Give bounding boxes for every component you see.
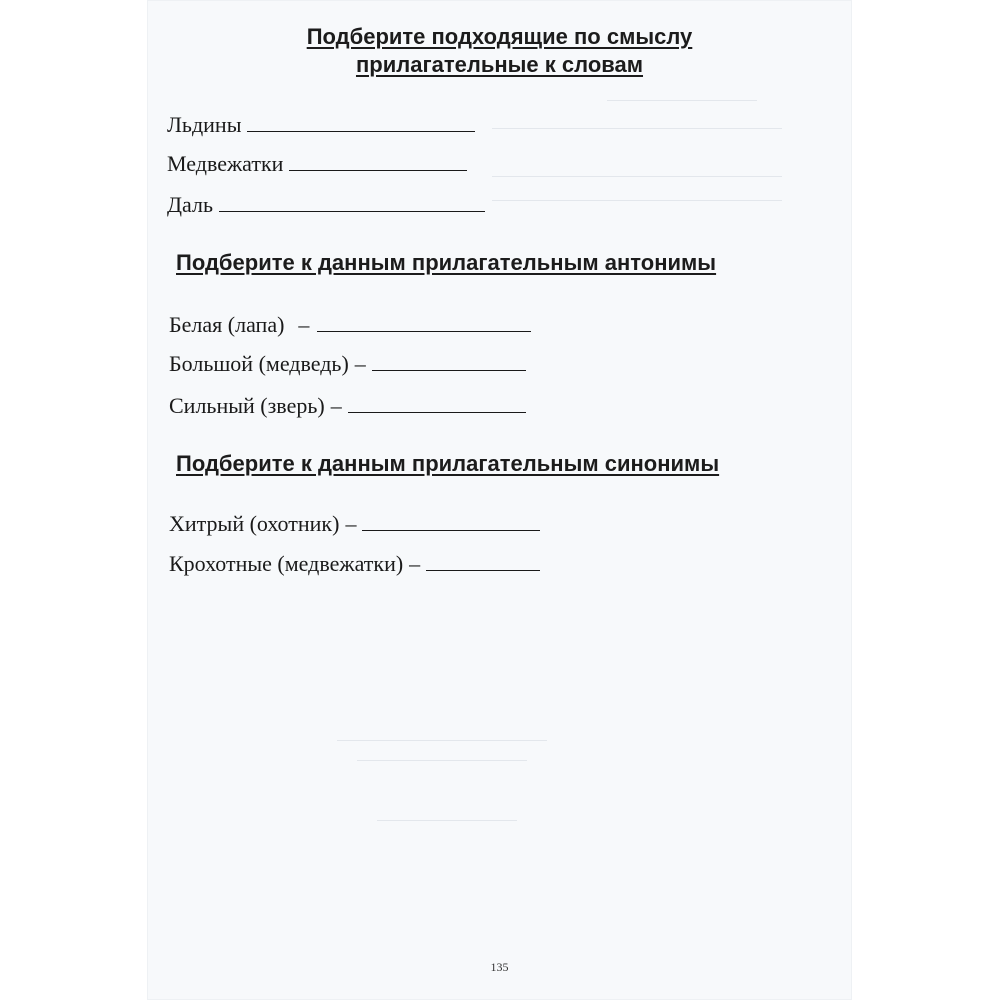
page-number: 135 bbox=[490, 960, 509, 974]
row-dash: – bbox=[409, 551, 421, 576]
answer-blank[interactable] bbox=[289, 152, 467, 171]
section2-row-belaya bbox=[169, 312, 531, 342]
bleed-through-line bbox=[492, 128, 782, 129]
section2-row-silny bbox=[169, 393, 526, 423]
section1-row-ldiny bbox=[167, 112, 475, 142]
section3-title: Подберите к данным прилагательным синонимы bbox=[176, 451, 720, 476]
answer-blank[interactable] bbox=[426, 552, 540, 571]
row-dash: – bbox=[354, 351, 366, 376]
bleed-through-line bbox=[492, 176, 782, 177]
answer-blank[interactable] bbox=[219, 193, 485, 212]
row-word: Льдины bbox=[167, 112, 242, 137]
row-word: Медвежатки bbox=[167, 151, 284, 176]
row-word: Хитрый (охотник) bbox=[169, 511, 340, 536]
row-word: Сильный (зверь) bbox=[169, 393, 325, 418]
worksheet-page bbox=[147, 0, 852, 1000]
bleed-through-line bbox=[337, 740, 547, 741]
section1-title-line1: Подберите подходящие по смыслу bbox=[306, 24, 693, 49]
answer-blank[interactable] bbox=[372, 352, 526, 371]
section1-row-dal bbox=[167, 192, 485, 222]
section1-row-medvezhatki bbox=[167, 151, 467, 181]
answer-blank[interactable] bbox=[317, 313, 531, 332]
answer-blank[interactable] bbox=[362, 512, 540, 531]
row-word: Белая (лапа) bbox=[169, 312, 285, 337]
section3-row-krokhotnye bbox=[169, 551, 540, 581]
row-word: Большой (медведь) bbox=[169, 351, 349, 376]
section2-title: Подберите к данным прилагательным антонимы bbox=[176, 250, 717, 275]
answer-blank[interactable] bbox=[247, 113, 475, 132]
row-dash: – bbox=[330, 393, 342, 418]
answer-blank[interactable] bbox=[348, 394, 526, 413]
row-dash: – bbox=[298, 312, 310, 337]
bleed-through-line bbox=[357, 760, 527, 761]
row-dash: – bbox=[345, 511, 357, 536]
bleed-through-line bbox=[607, 100, 757, 101]
section1-title-line2: прилагательные к словам bbox=[355, 52, 644, 77]
bleed-through-line bbox=[492, 200, 782, 201]
section3-row-hitry bbox=[169, 511, 540, 541]
row-word: Даль bbox=[167, 192, 213, 217]
row-word: Крохотные (медвежатки) bbox=[169, 551, 404, 576]
section2-row-bolshoy bbox=[169, 351, 526, 381]
bleed-through-line bbox=[377, 820, 517, 821]
